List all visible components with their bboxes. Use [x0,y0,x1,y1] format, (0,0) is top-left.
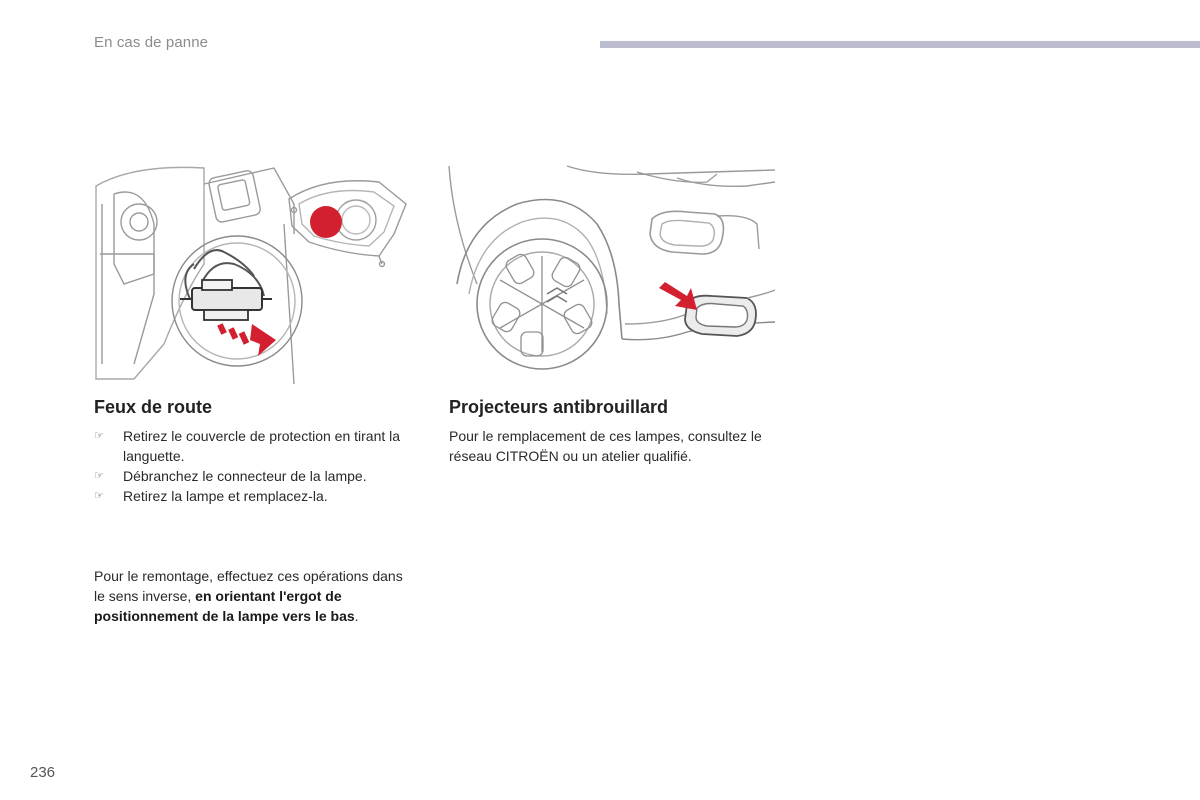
reassembly-paragraph [94,566,414,626]
list-item [94,466,424,486]
step-text: Retirez la lampe et remplacez-la. [123,488,328,504]
fog-lamp-illustration [447,164,775,374]
pointing-hand-icon: ☞ [94,470,104,482]
pointing-hand-icon: ☞ [94,430,104,442]
reassembly-end: . [354,608,359,624]
section-title-projecteurs-antibrouillard: Projecteurs antibrouillard [449,397,669,417]
reassembly-text: Pour le remontage, effectuez ces opérations dans le sens inverse, [94,568,403,604]
reassembly-emphasis: en orientant l'ergot de positionnement de la lampe vers le bas [94,588,355,624]
step-text: Retirez le couvercle de protection en tirant la languette. [123,428,401,464]
list-item [94,426,424,466]
step-text: Débranchez le connecteur de la lampe. [123,468,367,484]
list-item [94,486,424,506]
section-title-feux-de-route: Feux de route [94,397,213,417]
chapter-title: En cas de panne [94,34,209,51]
fog-lamp-paragraph: Pour le remplacement de ces lampes, consultez le réseau CITROËN ou un atelier qualifié. [449,428,762,464]
header-bar [600,41,1200,48]
headlamp-bulb-illustration [94,164,424,384]
pointing-hand-icon: ☞ [94,490,104,502]
instruction-steps [94,426,424,506]
page-number: 236 [30,764,56,781]
